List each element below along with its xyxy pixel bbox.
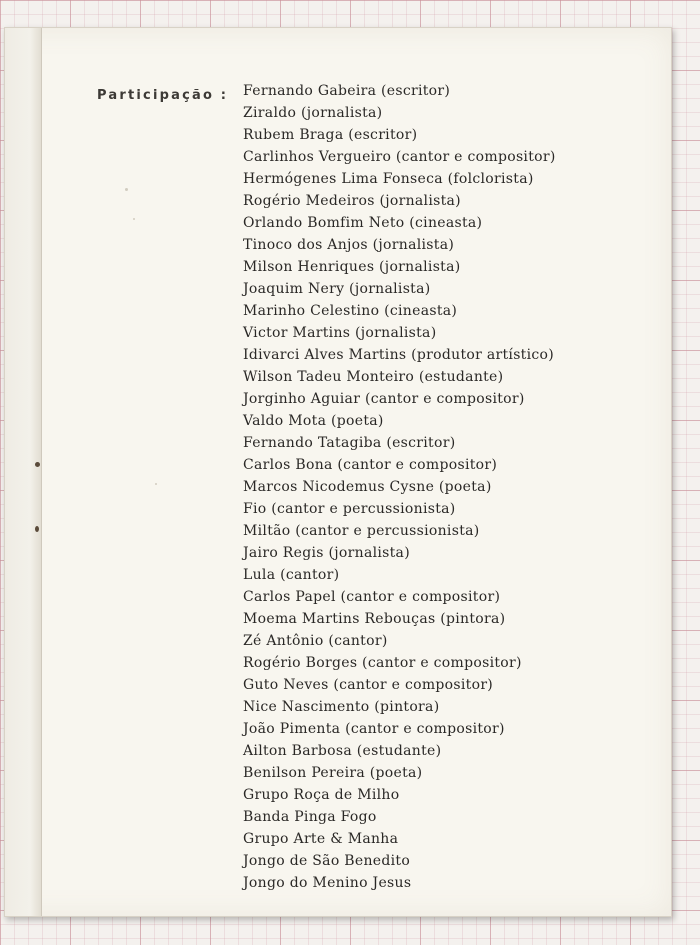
list-item: Rubem Braga (escritor): [243, 127, 418, 143]
list-item: Nice Nascimento (pintora): [243, 699, 440, 715]
list-item: Jongo de São Benedito: [243, 853, 411, 869]
list-item: Orlando Bomfim Neto (cineasta): [243, 215, 483, 231]
list-item: Victor Martins (jornalista): [243, 325, 437, 341]
staple-hole: [35, 462, 40, 467]
list-item: Fernando Tatagiba (escritor): [243, 435, 456, 451]
list-item: Ziraldo (jornalista): [243, 105, 383, 121]
participants-list: [243, 80, 556, 894]
list-item: Guto Neves (cantor e compositor): [243, 677, 494, 693]
list-item: Grupo Roça de Milho: [243, 787, 400, 803]
list-item: Moema Martins Rebouças (pintora): [243, 611, 506, 627]
staple-hole: [35, 526, 39, 532]
list-item: Marinho Celestino (cineasta): [243, 303, 458, 319]
list-item: Idivarci Alves Martins (produtor artístico): [243, 347, 555, 363]
list-item: Milson Henriques (jornalista): [243, 259, 461, 275]
list-item: Joaquim Nery (jornalista): [243, 281, 431, 297]
list-item: Jongo do Menino Jesus: [243, 875, 412, 891]
list-item: Jairo Regis (jornalista): [243, 545, 410, 561]
facing-page-edge: [5, 28, 42, 916]
list-item: Jorginho Aguiar (cantor e compositor): [243, 391, 525, 407]
paper-speck: [125, 188, 128, 191]
list-item: Rogério Borges (cantor e compositor): [243, 655, 522, 671]
participation-heading: Participação :: [97, 88, 229, 103]
list-item: Fernando Gabeira (escritor): [243, 83, 451, 99]
list-item: Carlos Papel (cantor e compositor): [243, 589, 501, 605]
list-item: Benilson Pereira (poeta): [243, 765, 423, 781]
list-item: Carlos Bona (cantor e compositor): [243, 457, 498, 473]
list-item: Hermógenes Lima Fonseca (folclorista): [243, 171, 534, 187]
list-item: Valdo Mota (poeta): [243, 413, 384, 429]
list-item: Carlinhos Vergueiro (cantor e compositor): [243, 149, 556, 165]
list-item: Fio (cantor e percussionista): [243, 501, 456, 517]
paper-speck: [133, 218, 135, 220]
list-item: Tinoco dos Anjos (jornalista): [243, 237, 455, 253]
list-item: Zé Antônio (cantor): [243, 633, 388, 649]
list-item: Miltão (cantor e percussionista): [243, 523, 480, 539]
booklet-page: [4, 27, 672, 917]
list-item: Marcos Nicodemus Cysne (poeta): [243, 479, 492, 495]
list-item: Lula (cantor): [243, 567, 340, 583]
list-item: Rogério Medeiros (jornalista): [243, 193, 461, 209]
list-item: João Pimenta (cantor e compositor): [243, 721, 505, 737]
list-item: Wilson Tadeu Monteiro (estudante): [243, 369, 504, 385]
list-item: Ailton Barbosa (estudante): [243, 743, 442, 759]
list-item: Banda Pinga Fogo: [243, 809, 377, 825]
paper-speck: [155, 483, 157, 485]
list-item: Grupo Arte & Manha: [243, 831, 399, 847]
